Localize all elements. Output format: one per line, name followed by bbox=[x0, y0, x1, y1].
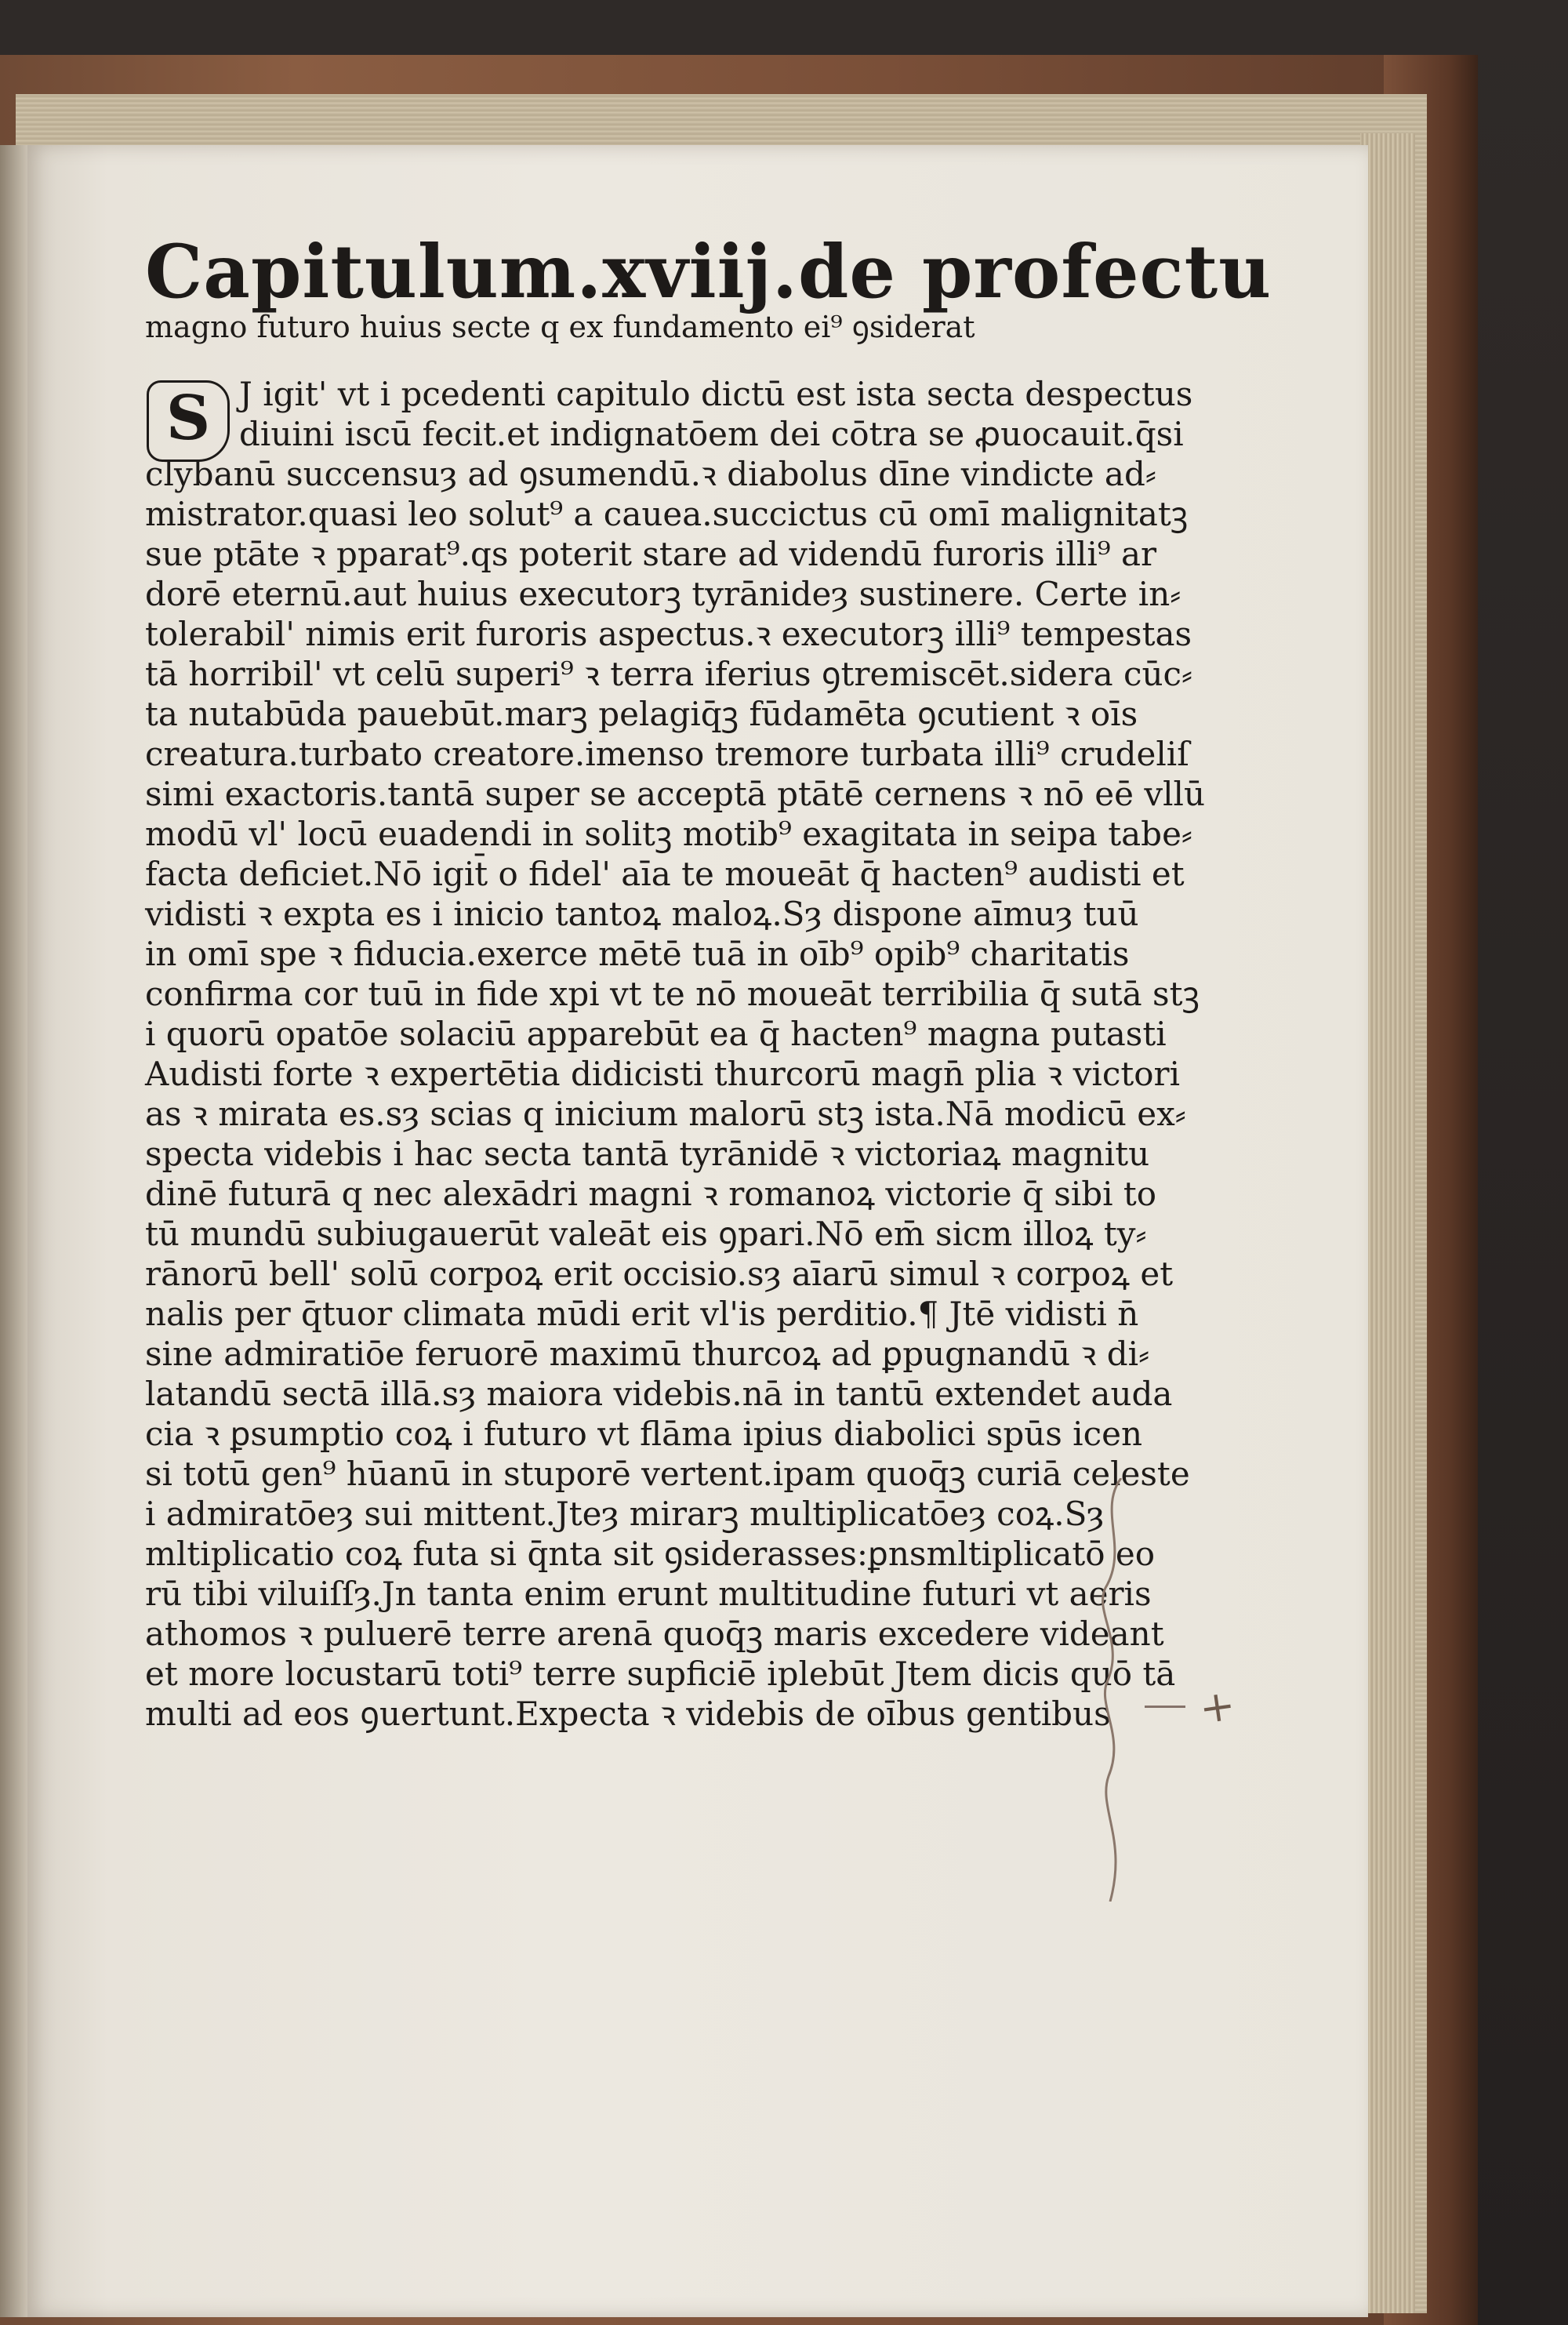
text-line: specta videbis i hac secta tantā tyrānidē ꝛ victoriaꝝ magnitu bbox=[145, 1135, 1150, 1173]
text-line: si totū gen⁹ hūanū in stuporē vertent.ipam quoq̄ꝫ curiā celeste bbox=[145, 1455, 1190, 1493]
drop-cap-initial: S bbox=[147, 380, 230, 462]
text-line: J igit' vt i pcedenti capitulo dictū est ista secta despectus bbox=[239, 375, 1193, 413]
text-line: in omī spe ꝛ fiducia.exerce mētē tuā in oīb⁹ opib⁹ charitatis bbox=[145, 935, 1130, 973]
chapter-subheading: magno futuro huius secte q ex fundamento ei⁹ ꝯsiderat bbox=[145, 310, 975, 344]
text-line: facta deficiet.Nō igit̄ o fidel' aīa te moueāt q̄ hacten⁹ audisti et bbox=[145, 855, 1185, 893]
text-line: nalis per q̄tuor climata mūdi erit vl'is perditio.¶ Jtē vidisti n̄ bbox=[145, 1295, 1139, 1333]
text-line: i admiratōeȝ sui mittent.Jteȝ mirarꝫ multiplicatōeȝ coꝝ.Sȝ bbox=[145, 1495, 1105, 1533]
text-block bbox=[145, 229, 1272, 1734]
book-page bbox=[27, 145, 1368, 2317]
marginal-dash bbox=[1145, 1706, 1185, 1708]
text-line: modū vl' locū euadendi in solitꝫ motib⁹ exagitata in seipa tabe⸗ bbox=[145, 815, 1192, 853]
text-line: ta nutabūda pauebūt.marꝫ pelagiq̄ꝫ fūdamēta ꝯcutient ꝛ oīs bbox=[145, 695, 1138, 733]
text-line: as ꝛ mirata es.sȝ scias q inicium malorū stꝫ ista.Nā modicū ex⸗ bbox=[145, 1095, 1186, 1133]
text-line: sue ptāte ꝛ pparat⁹.qs poterit stare ad videndū furoris illi⁹ ar bbox=[145, 535, 1157, 573]
text-line: cia ꝛ ꝑsumptio coꝝ i futuro vt flāma ipius diabolici spūs icen bbox=[145, 1415, 1143, 1453]
text-line: simi exactoris.tantā super se acceptā ptātē cernens ꝛ nō eē vllū bbox=[145, 775, 1205, 813]
text-line: clybanū succensuȝ ad ꝯsumendū.ꝛ diabolus dīne vindicte ad⸗ bbox=[145, 455, 1156, 493]
text-line: i quorū opatōe solaciū apparebūt ea q̄ hacten⁹ magna putasti bbox=[145, 1015, 1167, 1053]
text-line: confirma cor tuū in fide xpi vt te nō moueāt terribilia q̄ sutā stꝫ bbox=[145, 975, 1200, 1013]
text-line: diuini iscū fecit.et indignatōem dei cōtra se ꝓuocauit.q̄si bbox=[239, 415, 1184, 453]
text-line: sine admiratiōe feruorē maximū thurcoꝝ ad ꝑpugnandū ꝛ di⸗ bbox=[145, 1335, 1150, 1373]
marginal-mark: + bbox=[1196, 1680, 1239, 1734]
text-line: mltiplicatio coꝝ futa si q̄nta sit ꝯsiderasses:ꝑnsmltiplicatō eo bbox=[145, 1535, 1156, 1573]
chapter-heading: Capitulum.xviij.de profectu bbox=[145, 229, 1272, 315]
facing-page-edge bbox=[0, 145, 30, 2317]
text-line: athomos ꝛ puluerē terre arenā quoq̄ꝫ maris excedere videant bbox=[145, 1615, 1164, 1653]
text-line: creatura.turbato creatore.imenso tremore turbata illi⁹ crudeliſ bbox=[145, 735, 1189, 773]
text-line: tā horribil' vt celū superi⁹ ꝛ terra iferius ꝯtremiscēt.sidera cūc⸗ bbox=[145, 655, 1193, 693]
marginal-brace bbox=[1098, 1478, 1129, 1902]
page-stack-edge bbox=[1360, 133, 1415, 2313]
text-line: rū tibi viluiſſȝ.Jn tanta enim erunt multitudine futuri vt aeris bbox=[145, 1575, 1152, 1613]
text-line: latandū sectā illā.sȝ maiora videbis.nā in tantū extendet auda bbox=[145, 1375, 1173, 1413]
text-line: vidisti ꝛ expta es i inicio tantoꝝ maloꝝ.Sȝ dispone aīmuȝ tuū bbox=[145, 895, 1139, 933]
text-line: dinē futurā q nec alexādri magni ꝛ romanoꝝ victorie q̄ sibi to bbox=[145, 1175, 1157, 1213]
text-line: mistrator.quasi leo solut⁹ a cauea.succictus cū omī malignitatꝫ bbox=[145, 495, 1189, 533]
text-line: Audisti forte ꝛ expertētia didicisti thurcorū magn̄ plia ꝛ victori bbox=[145, 1055, 1181, 1093]
text-line: dorē eternū.aut huius executorꝫ tyrānideȝ sustinere. Certe in⸗ bbox=[145, 575, 1181, 613]
text-line: multi ad eos ꝯuertunt.Expecta ꝛ videbis de oībus gentibus bbox=[145, 1695, 1111, 1733]
text-line: tolerabil' nimis erit furoris aspectus.ꝛ executorꝫ illi⁹ tempestas bbox=[145, 615, 1192, 653]
text-line: rānorū bell' solū corpoꝝ erit occisio.sȝ aīarū simul ꝛ corpoꝝ et bbox=[145, 1255, 1174, 1293]
text-line: tū mundū subiugauerūt valeāt eis ꝯpari.Nō em̄ sicm illoꝝ ty⸗ bbox=[145, 1215, 1147, 1253]
body-text bbox=[145, 374, 1205, 1734]
text-line: et more locustarū toti⁹ terre supficiē iplebūt Jtem dicis quō tā bbox=[145, 1655, 1176, 1693]
